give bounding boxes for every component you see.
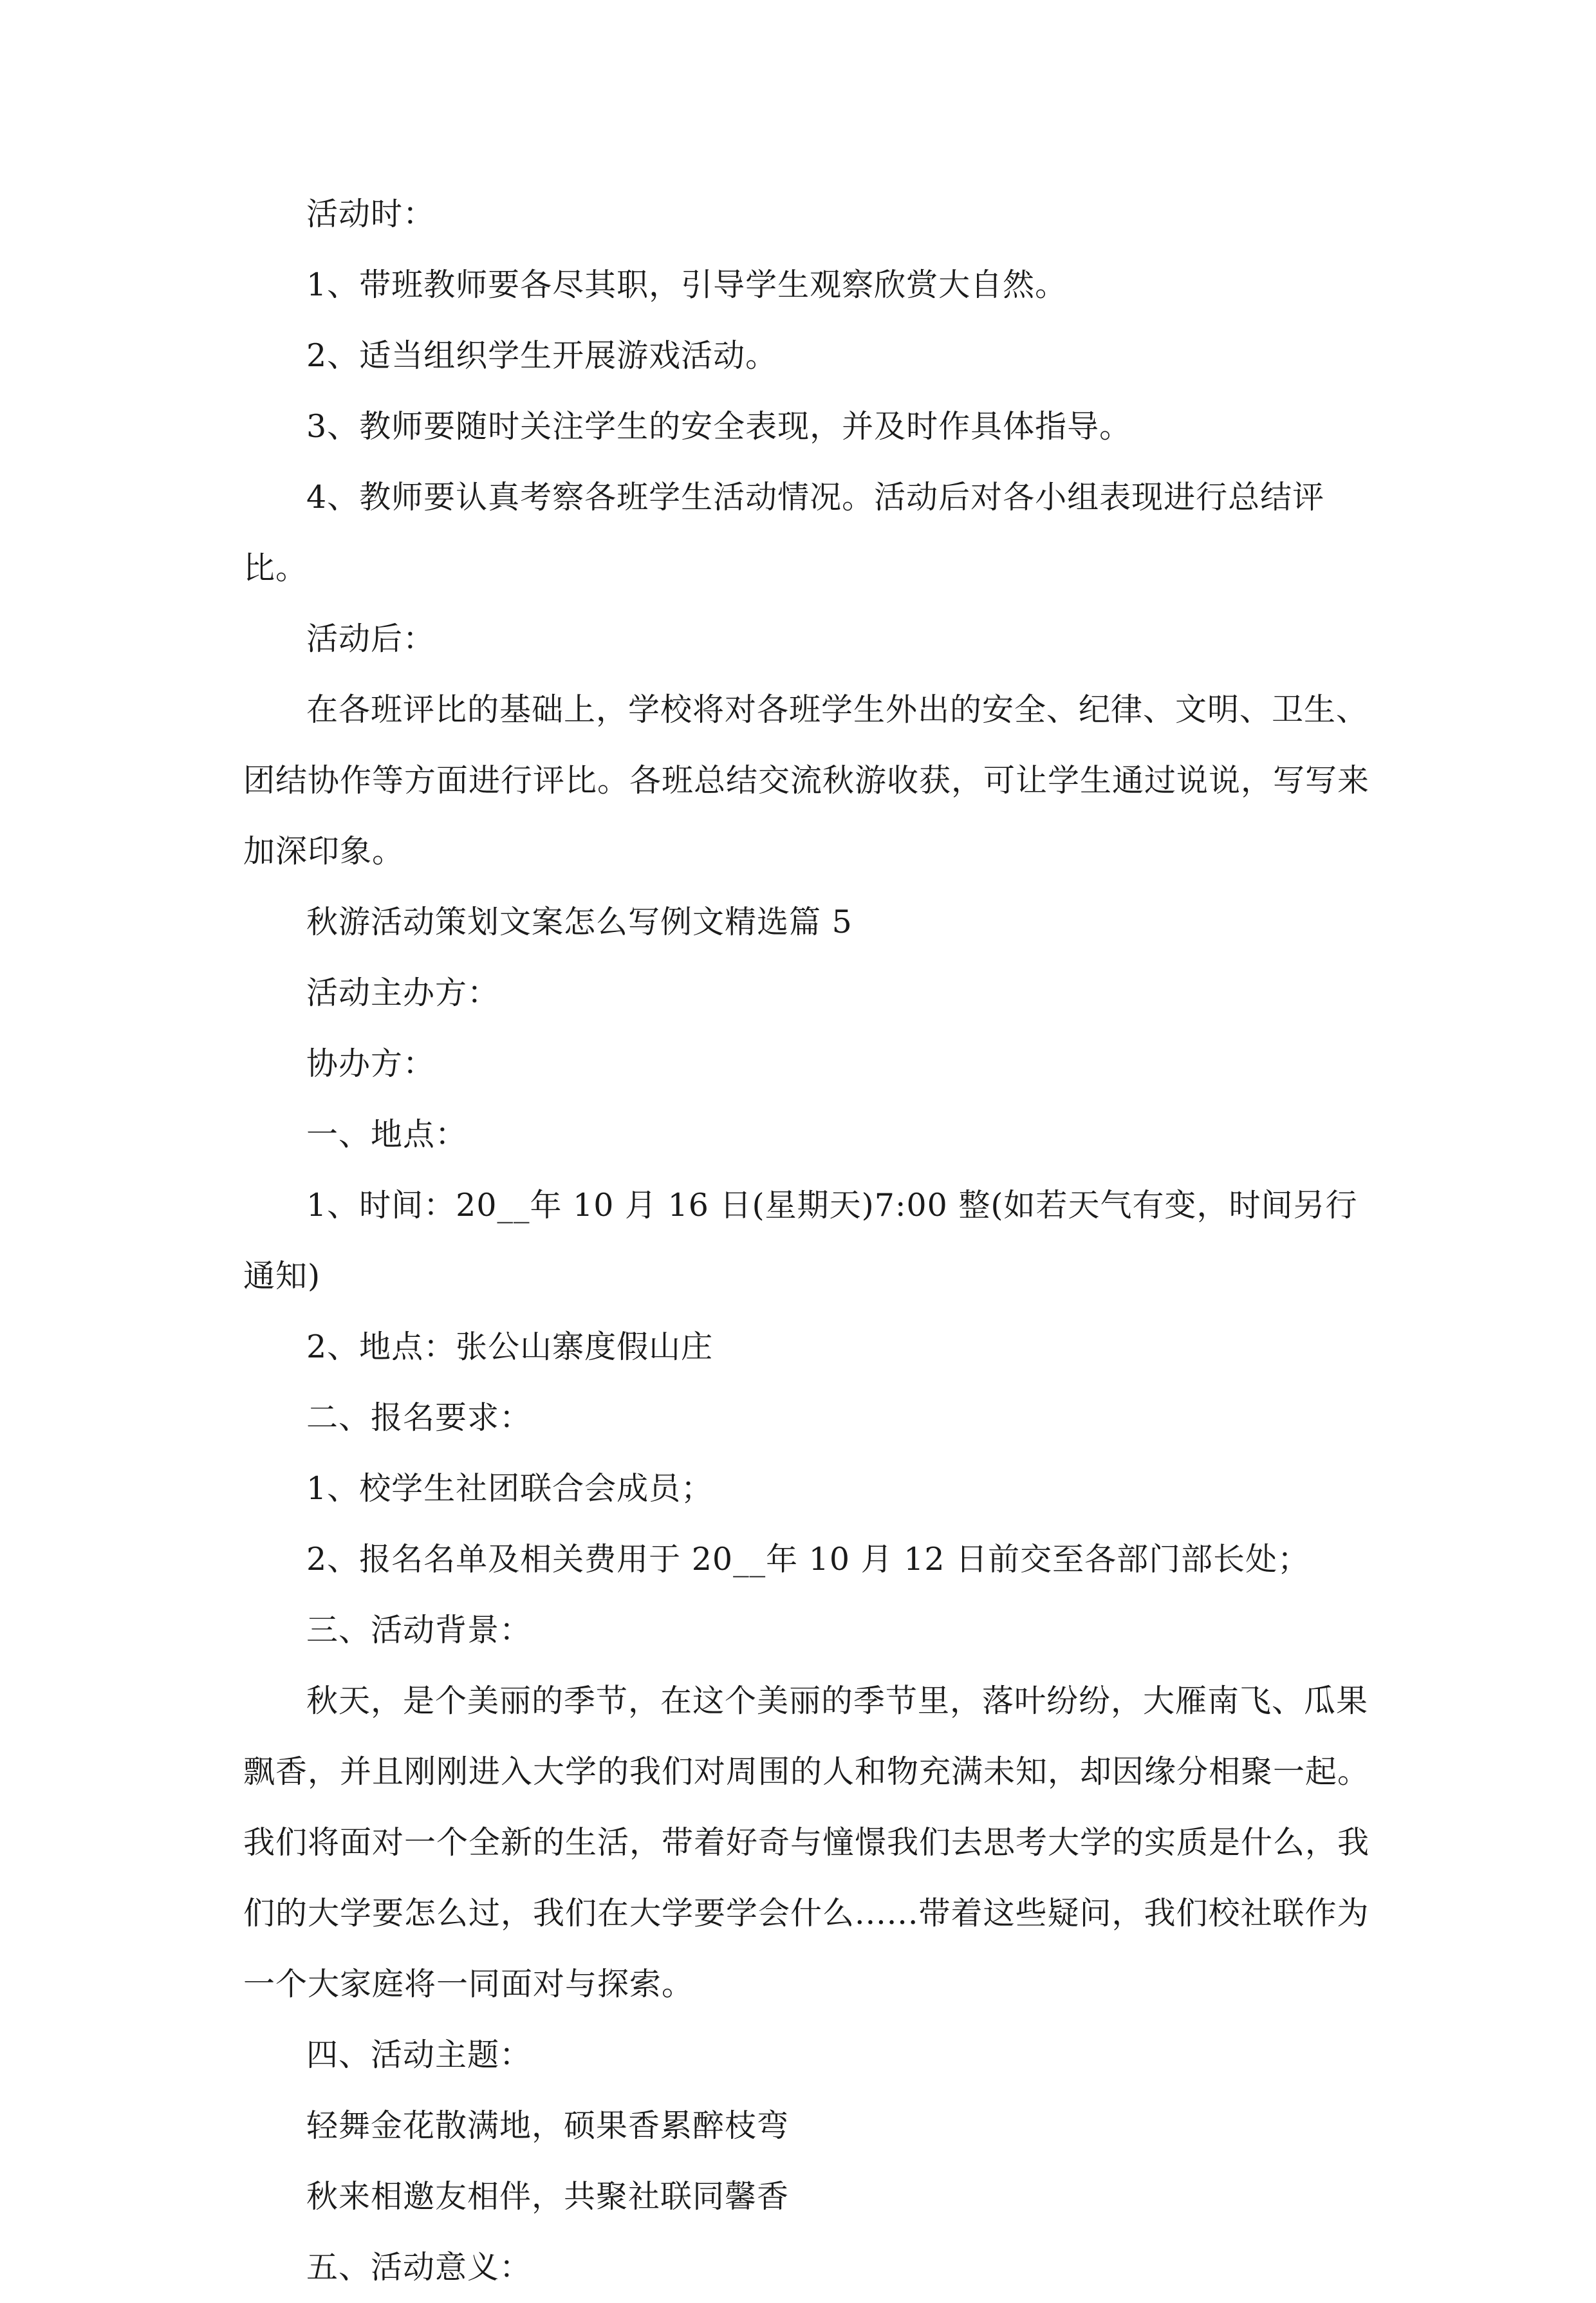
- paragraph-registration-item-2: 2、报名名单及相关费用于 20__年 10 月 12 日前交至各部门部长处；: [306, 1541, 1310, 1578]
- paragraph-during-item-2: 2、适当组织学生开展游戏活动。: [306, 337, 778, 374]
- paragraph-during-item-1: 1、带班教师要各尽其职，引导学生观察欣赏大自然。: [306, 266, 1068, 303]
- paragraph-section-title: 秋游活动策划文案怎么写例文精选篇 5: [306, 904, 853, 940]
- paragraph-organizer: 活动主办方：: [306, 974, 500, 1011]
- paragraph-after-activity-body: 在各班评比的基础上，学校将对各班学生外出的安全、纪律、文明、卫生、团结协作等方面进行评比。各班总结交流秋游收获，可让学生通过说说，写写来加深印象。: [243, 691, 1370, 870]
- document-body: [243, 179, 1377, 2303]
- paragraph-registration-item-1: 1、校学生社团联合会成员；: [306, 1470, 714, 1507]
- paragraph-location: 2、地点：张公山寨度假山庄: [306, 1329, 714, 1365]
- paragraph-during-activity-heading: 活动时：: [306, 196, 436, 232]
- paragraph-background-body: 秋天，是个美丽的季节，在这个美丽的季节里，落叶纷纷，大雁南飞、瓜果飘香，并且刚刚进入大学的我们对周围的人和物充满未知，却因缘分相聚一起。我们将面对一个全新的生活，带着好奇与憧憬我们去思考大学的实质是什么，我们的大学要怎么过，我们在大学要学会什么......带着这些疑问，我们校社联作为一个大家庭将一同面对与探索。: [243, 1683, 1370, 2002]
- paragraph-location-heading: 一、地点：: [306, 1116, 468, 1153]
- paragraph-registration-heading: 二、报名要求：: [306, 1399, 532, 1436]
- paragraph-after-activity-heading: 活动后：: [306, 620, 436, 657]
- paragraph-theme-heading: 四、活动主题：: [306, 2037, 532, 2073]
- paragraph-theme-line-2: 秋来相邀友相伴，共聚社联同馨香: [306, 2178, 790, 2215]
- paragraph-co-organizer: 协办方：: [306, 1045, 436, 1082]
- paragraph-significance-heading: 五、活动意义：: [306, 2249, 532, 2286]
- paragraph-during-item-4: 4、教师要认真考察各班学生活动情况。活动后对各小组表现进行总结评比。: [243, 479, 1325, 586]
- paragraph-theme-line-1: 轻舞金花散满地，硕果香累醉枝弯: [306, 2107, 790, 2144]
- paragraph-background-heading: 三、活动背景：: [306, 1612, 532, 1648]
- paragraph-time: 1、时间：20__年 10 月 16 日(星期天)7:00 整(如若天气有变，时间另行通知): [243, 1187, 1358, 1294]
- paragraph-during-item-3: 3、教师要随时关注学生的安全表现，并及时作具体指导。: [306, 408, 1132, 445]
